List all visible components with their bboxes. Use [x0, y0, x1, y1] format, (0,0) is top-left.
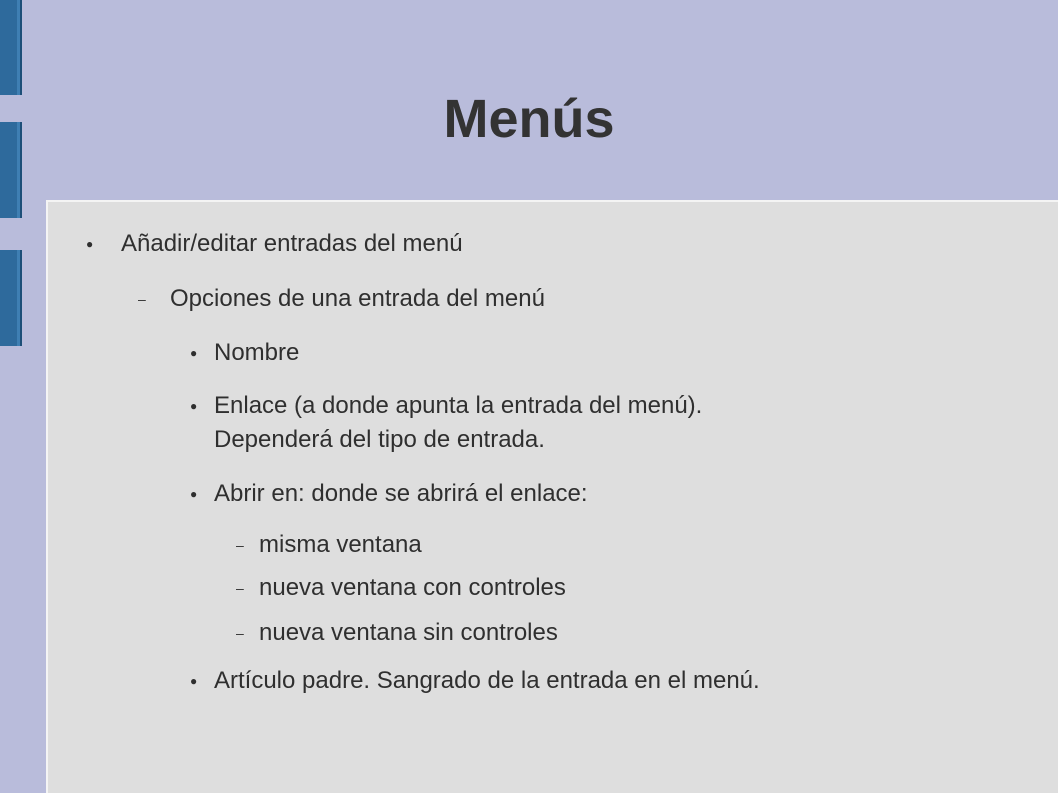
bullet-icon: ● [190, 674, 198, 688]
list-item-level3: Abrir en: donde se abrirá el enlace: [214, 480, 588, 507]
bullet-icon: ● [190, 346, 198, 360]
dash-icon: – [236, 625, 244, 641]
dash-icon: – [236, 580, 244, 596]
bullet-icon: ● [190, 487, 198, 501]
list-item-level4: nueva ventana sin controles [259, 619, 558, 646]
side-bar-top [0, 0, 22, 95]
list-item-level3-continuation: Dependerá del tipo de entrada. [214, 426, 545, 453]
side-bar-bottom [0, 250, 22, 346]
list-item-level4: nueva ventana con controles [259, 574, 566, 601]
dash-icon: – [236, 537, 244, 553]
list-item-level3: Artículo padre. Sangrado de la entrada en el menú. [214, 667, 760, 694]
bullet-icon: ● [190, 399, 198, 413]
bullet-icon: ● [86, 237, 94, 251]
dash-icon: – [138, 291, 146, 307]
list-item-level3: Enlace (a donde apunta la entrada del menú). [214, 392, 703, 419]
list-item-level4: misma ventana [259, 531, 422, 558]
slide-title: Menús [443, 89, 615, 149]
list-item-level1: Añadir/editar entradas del menú [121, 230, 463, 257]
list-item-level3: Nombre [214, 339, 300, 366]
list-item-level2: Opciones de una entrada del menú [170, 285, 545, 312]
